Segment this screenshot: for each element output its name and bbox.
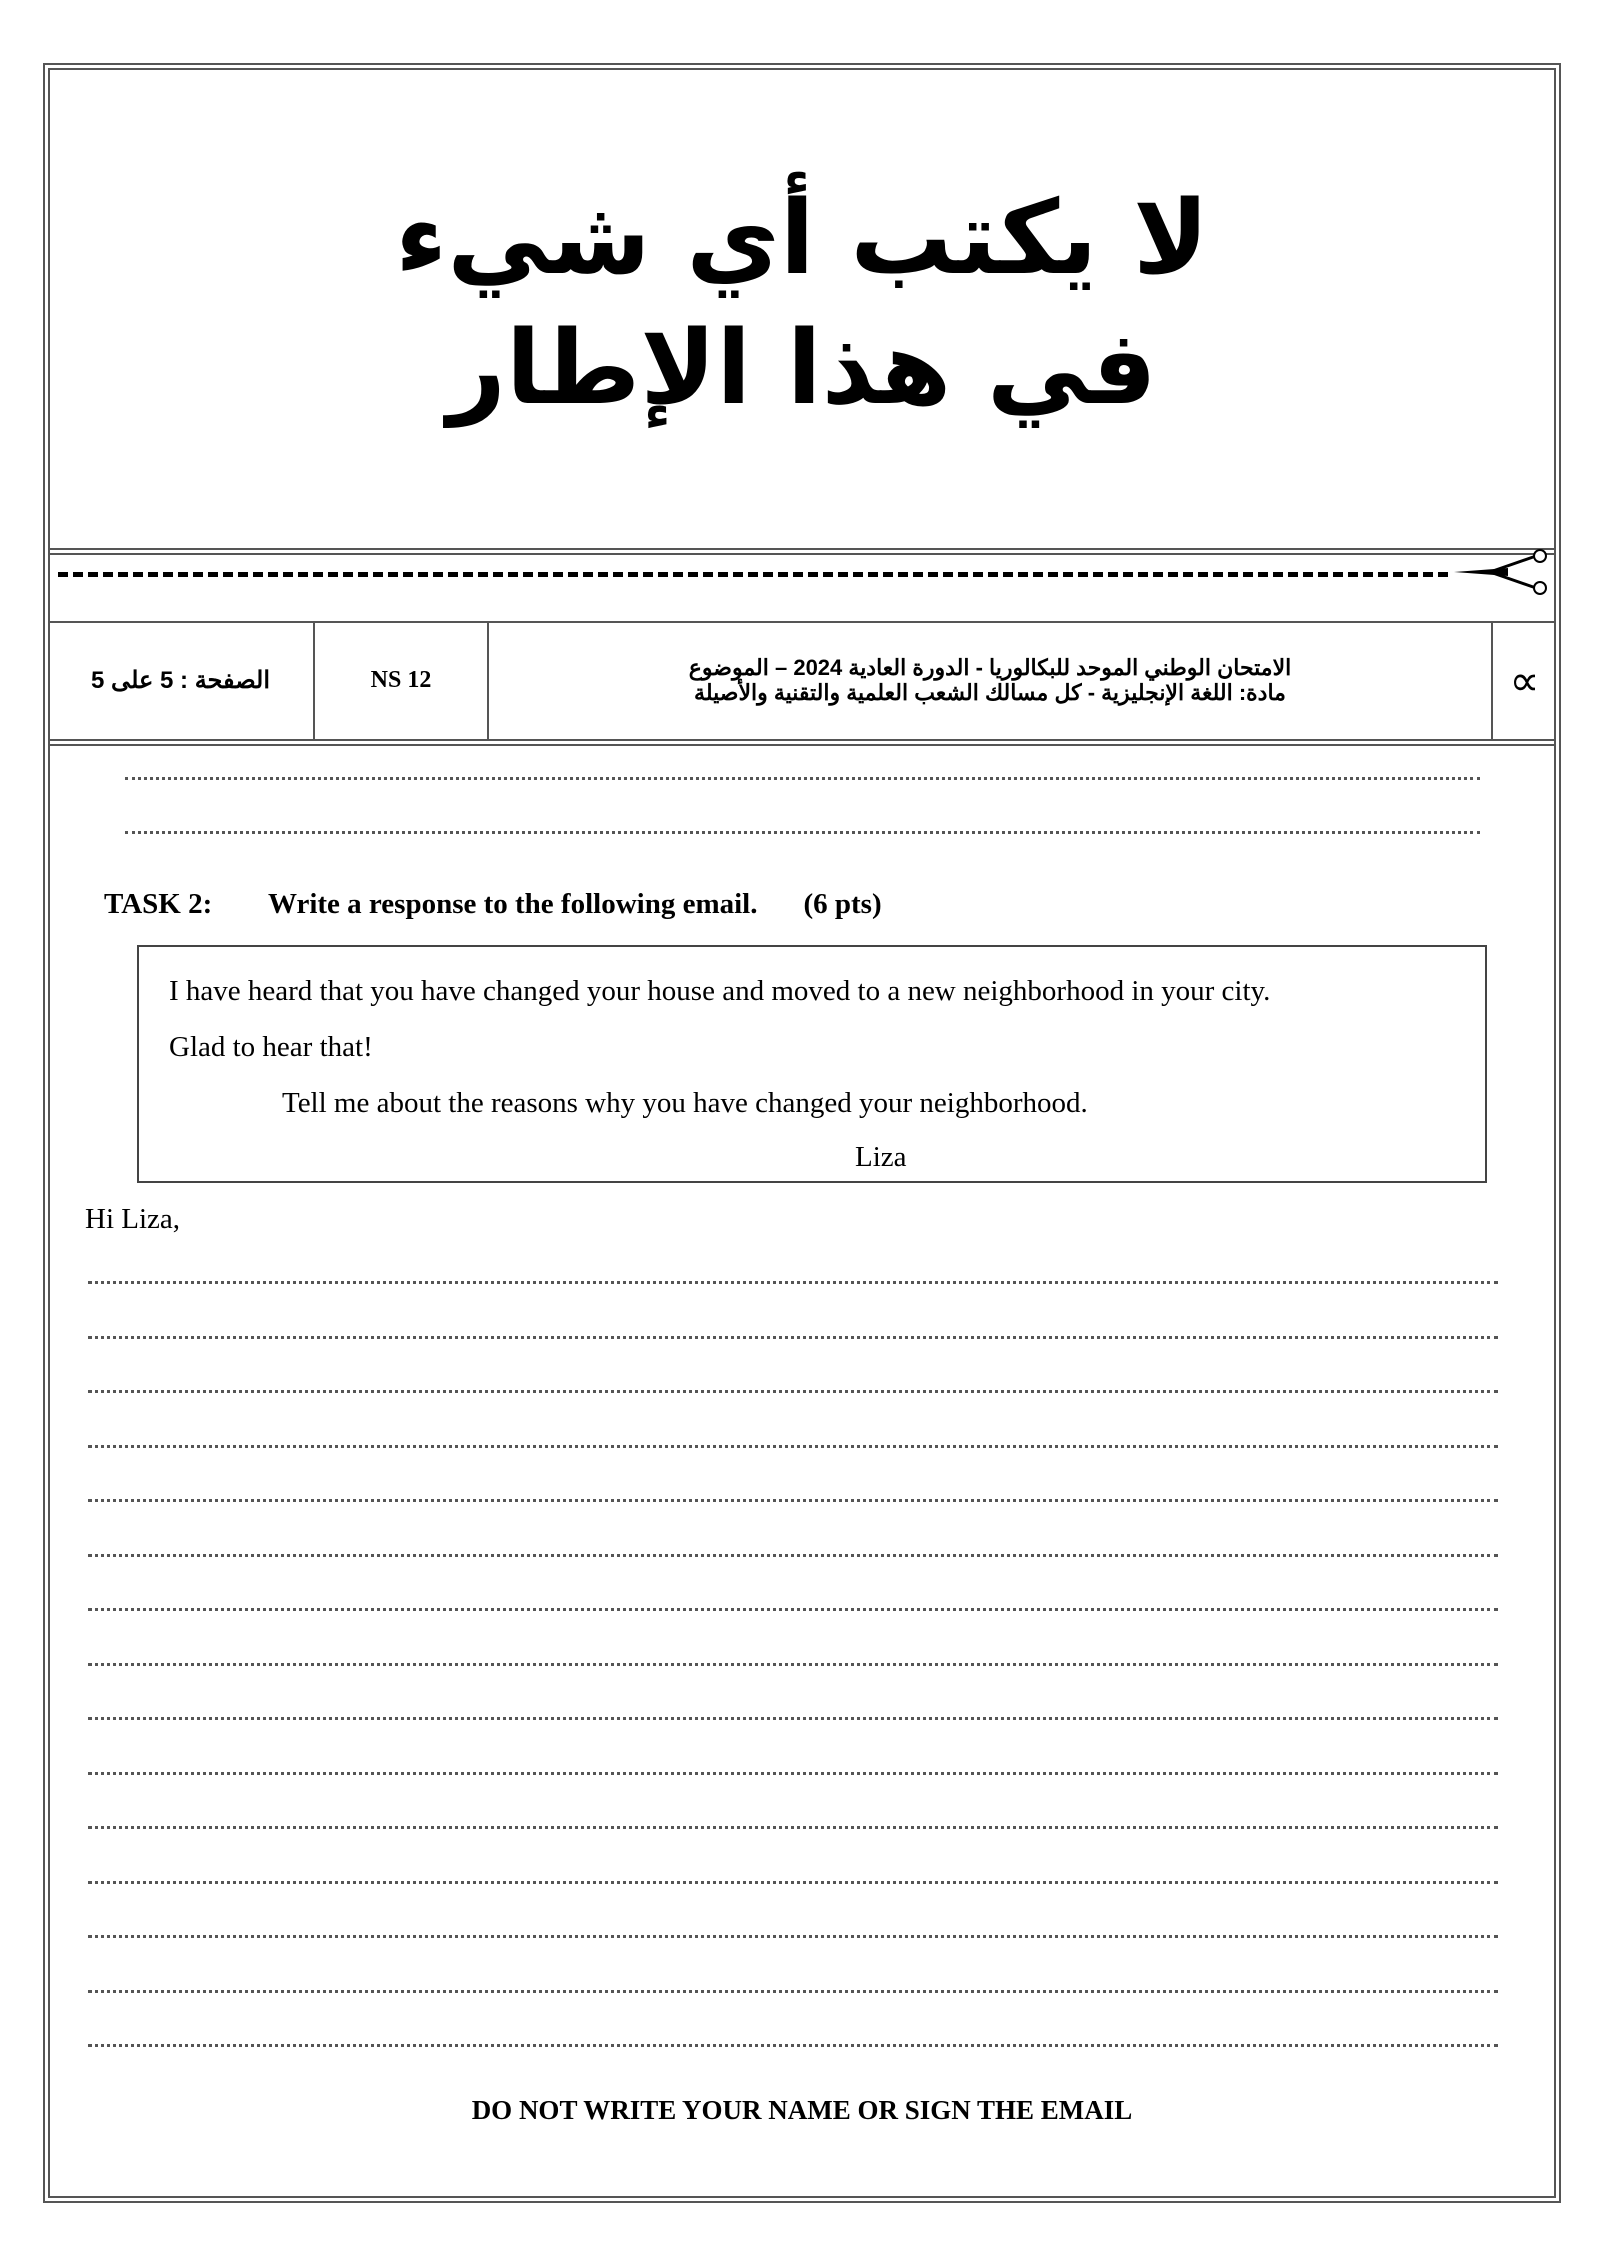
answer-line[interactable] (125, 777, 1480, 780)
answer-line[interactable] (88, 1554, 1498, 1557)
greeting: Hi Liza, (85, 1203, 181, 1235)
answer-line[interactable] (88, 1772, 1498, 1775)
exam-code: NS 12 (315, 621, 489, 739)
task-points: (6 pts) (803, 888, 882, 920)
divider (48, 739, 1556, 741)
email-prompt-box (137, 945, 1487, 1183)
exam-title-line2: مادة: اللغة الإنجليزية - كل مسالك الشعب العلمية والتقنية والأصيلة (694, 680, 1286, 705)
exam-title (489, 621, 1493, 739)
answer-line[interactable] (125, 831, 1480, 834)
answer-line[interactable] (88, 1499, 1498, 1502)
do-not-write-box (48, 68, 1556, 548)
email-signature: Liza (855, 1141, 907, 1173)
exam-header (48, 621, 1556, 739)
divider (48, 553, 1556, 555)
answer-line[interactable] (88, 1445, 1498, 1448)
do-not-write-line1: لا يكتب أي شيء (395, 179, 1209, 298)
footer-note: DO NOT WRITE YOUR NAME OR SIGN THE EMAIL (471, 2095, 1133, 2125)
divider (48, 744, 1556, 746)
email-line-1: I have heard that you have changed your house and moved to a new neighborhood in your city. (169, 975, 1271, 1007)
answer-line[interactable] (88, 1281, 1498, 1284)
answer-line[interactable] (88, 1336, 1498, 1339)
exam-title-line1: الامتحان الوطني الموحد للبكالوريا - الدورة العادية 2024 – الموضوع (688, 654, 1292, 680)
task-instruction: Write a response to the following email. (268, 888, 758, 920)
answer-line[interactable] (88, 1608, 1498, 1611)
answer-line[interactable] (88, 1663, 1498, 1666)
task-label: TASK 2: (104, 888, 213, 920)
divider (48, 548, 1556, 550)
answer-line[interactable] (88, 1390, 1498, 1393)
page-number: الصفحة : 5 على 5 (48, 621, 315, 739)
task-heading (104, 888, 882, 921)
answer-line[interactable] (88, 2044, 1498, 2047)
answer-line[interactable] (88, 1717, 1498, 1720)
logo-icon: ∝ (1509, 655, 1540, 705)
do-not-write-line2: في هذا الإطار (447, 309, 1157, 428)
answer-line[interactable] (88, 1826, 1498, 1829)
cut-line (58, 572, 1448, 577)
answer-line[interactable] (88, 1990, 1498, 1993)
email-line-2: Glad to hear that! (169, 1031, 373, 1063)
scissors-icon (1450, 548, 1550, 598)
answer-line[interactable] (88, 1881, 1498, 1884)
email-line-3: Tell me about the reasons why you have changed your neighborhood. (282, 1087, 1088, 1119)
answer-line[interactable] (88, 1935, 1498, 1938)
